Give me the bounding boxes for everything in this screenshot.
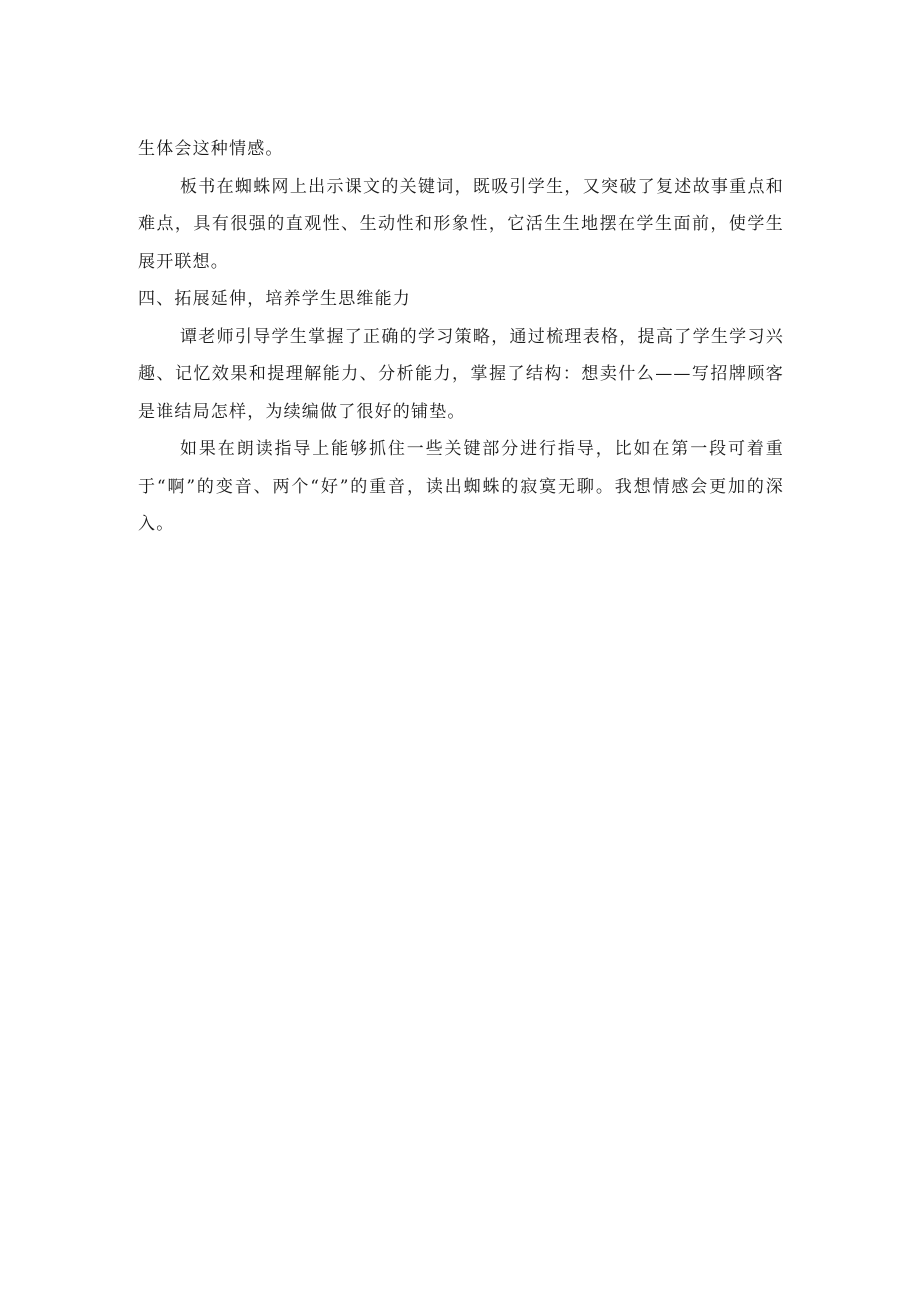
paragraph-reading-guidance: 如果在朗读指导上能够抓住一些关键部分进行指导，比如在第一段可着重于“啊”的变音、两个“好”的重音，读出蜘蛛的寂寞无聊。我想情感会更加的深入。 [138, 439, 784, 534]
paragraph-continuation: 生体会这种情感。 [138, 139, 284, 159]
paragraph-learning-strategy: 谭老师引导学生掌握了正确的学习策略，通过梳理表格，提高了学生学习兴趣、记忆效果和提理解能力、分析能力，掌握了结构：想卖什么——写招牌顾客是谁结局怎样，为续编做了很好的铺垫。 [138, 326, 784, 422]
document-body [138, 131, 784, 544]
section-heading: 四、拓展延伸，培养学生思维能力 [138, 289, 411, 309]
paragraph-blackboard-design: 板书在蜘蛛网上出示课文的关键词，既吸引学生，又突破了复述故事重点和难点，具有很强的直观性、生动性和形象性，它活生生地摆在学生面前，使学生展开联想。 [138, 176, 784, 272]
